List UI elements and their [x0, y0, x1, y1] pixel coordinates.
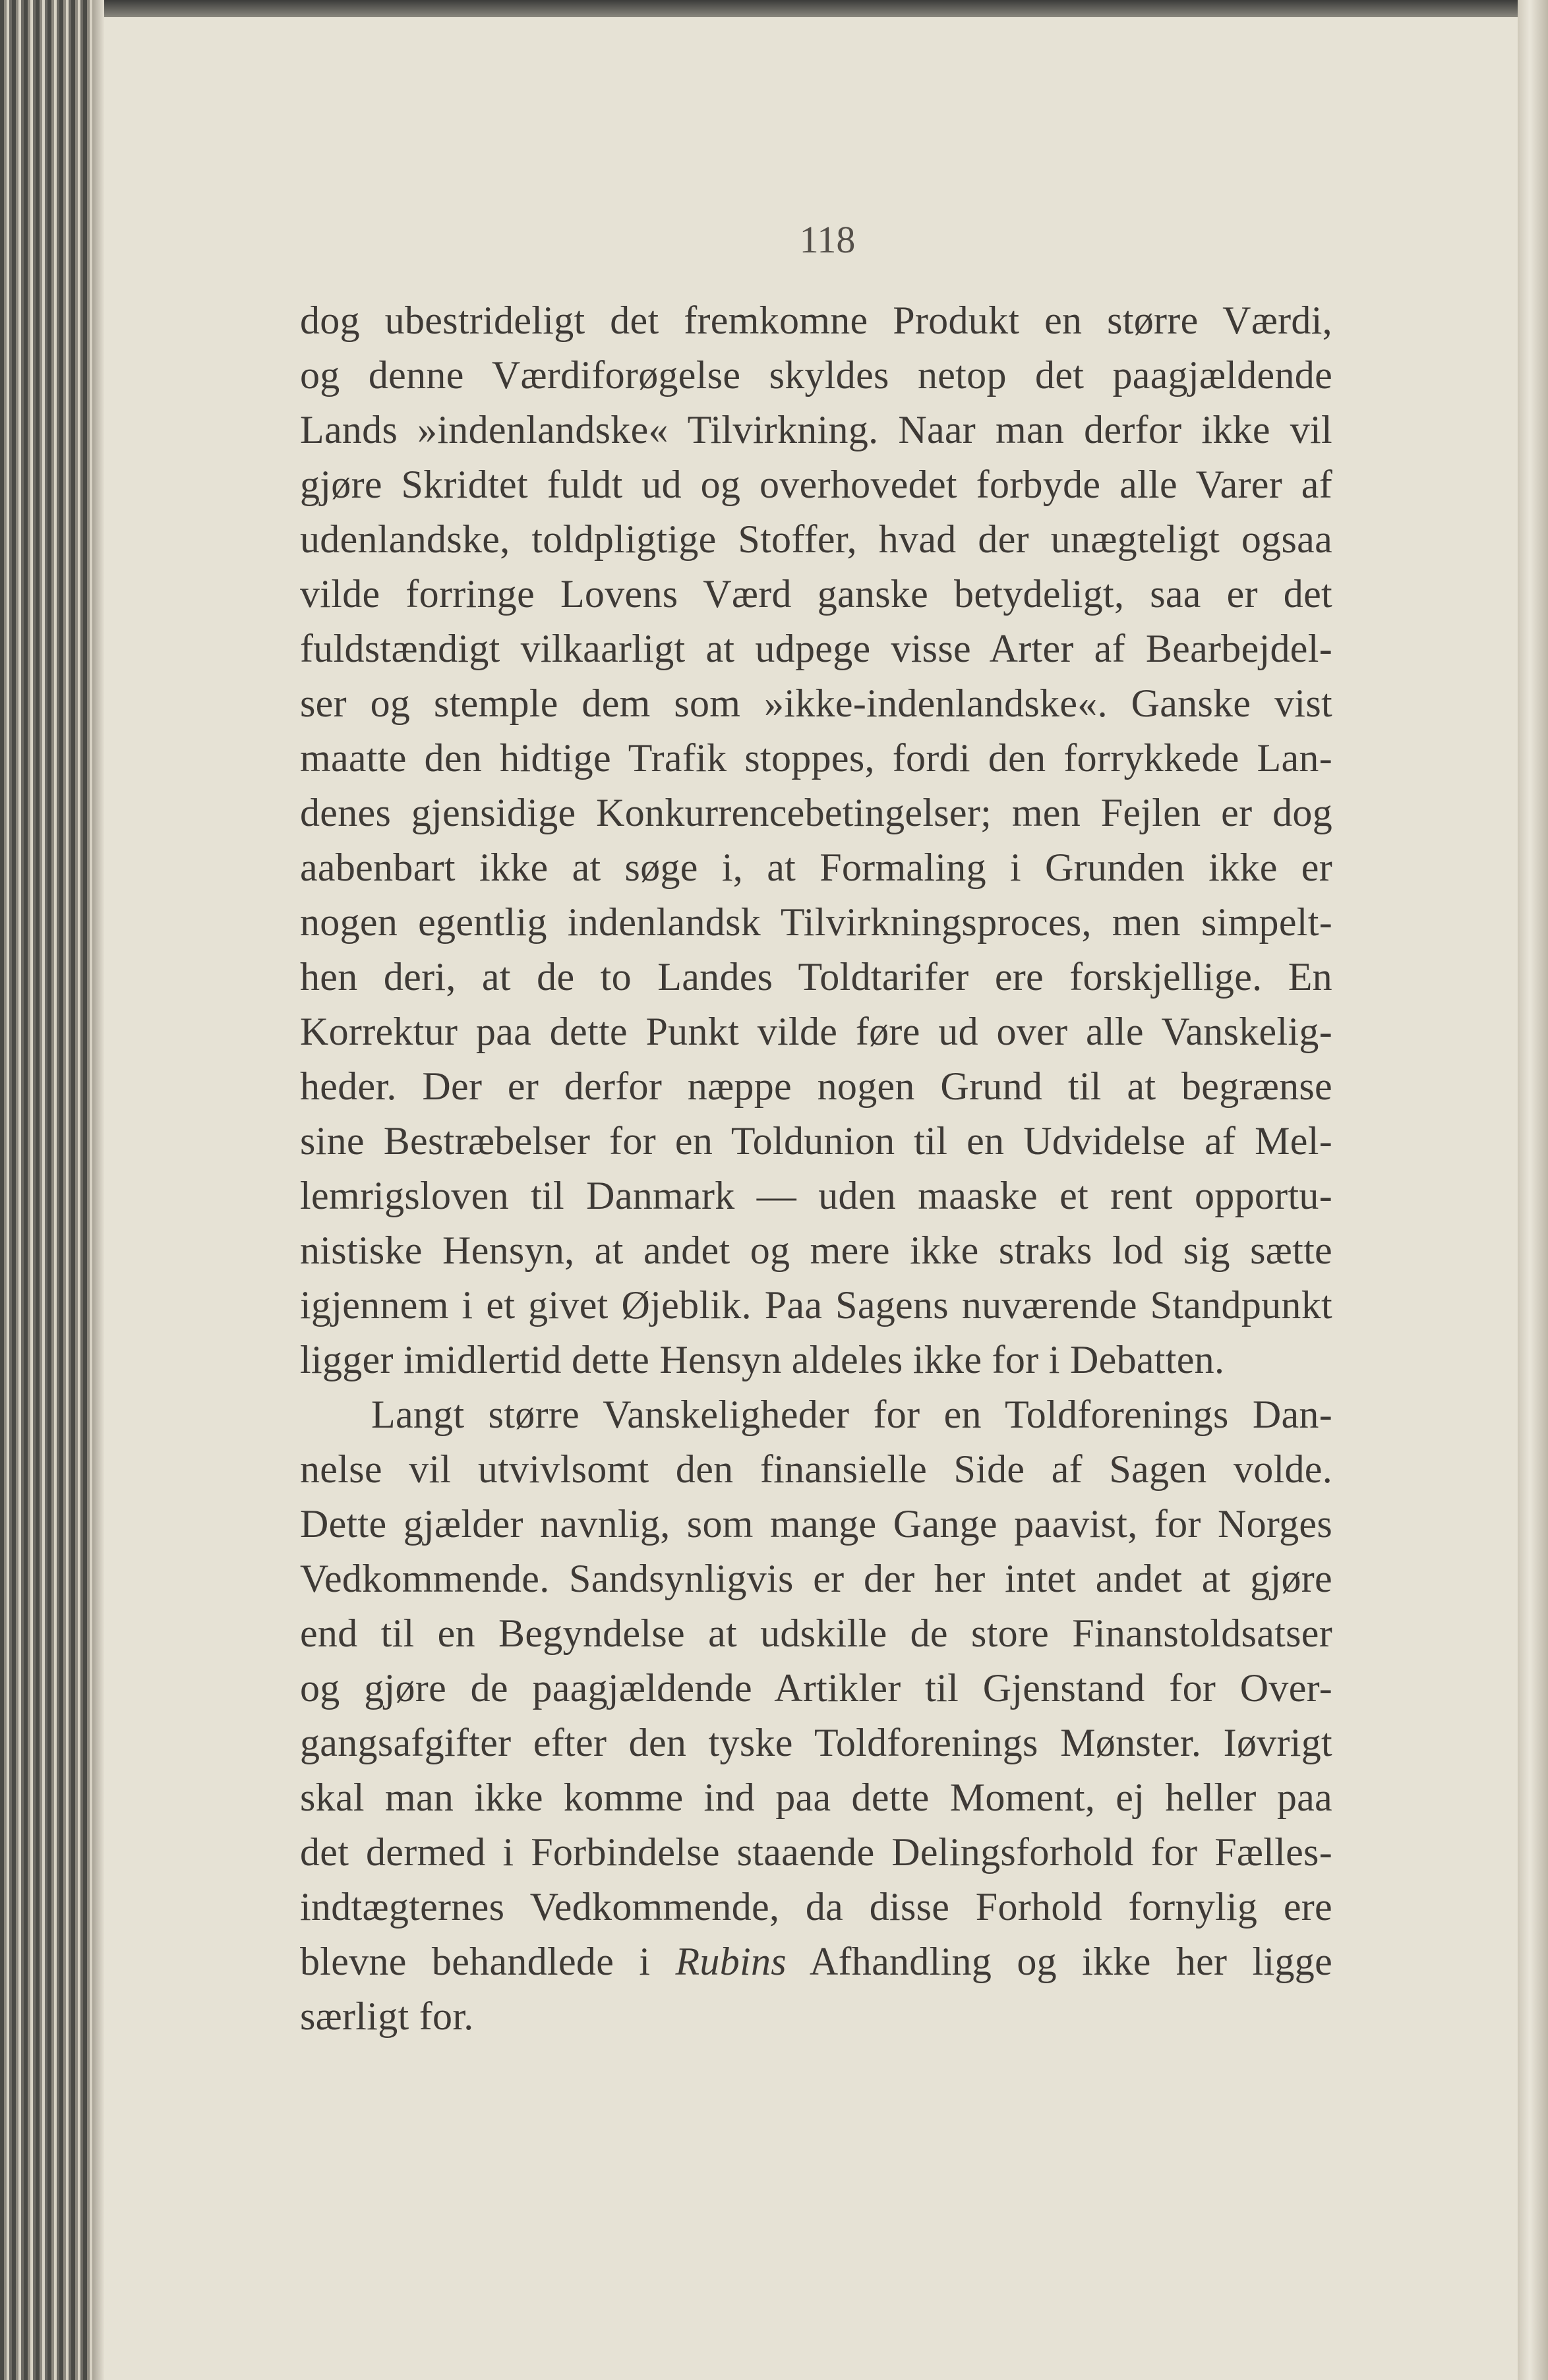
text-line: særligt for.: [300, 1994, 474, 2038]
book-spine-edge: [0, 0, 92, 2380]
text-line: denes gjensidige Konkurrencebetingelser; men Fejlen er dog: [300, 791, 1332, 834]
text-line: det dermed i Forbindelse staaende Delingsforhold for Fælles-: [300, 1830, 1332, 1874]
text-line: gangsafgifter efter den tyske Toldforenings Mønster. Iøvrigt: [300, 1721, 1332, 1764]
page-number: 118: [799, 218, 856, 261]
text-line: Korrektur paa dette Punkt vilde føre ud over alle Vanskelig-: [300, 1010, 1332, 1053]
text-line: Vedkommende. Sandsynligvis er der her intet andet at gjøre: [300, 1557, 1332, 1600]
text-line: end til en Begyndelse at udskille de store Finanstoldsatser: [300, 1611, 1332, 1655]
text-line: og gjøre de paagjældende Artikler til Gjenstand for Over-: [300, 1666, 1332, 1710]
text-line: lemrigsloven til Danmark — uden maaske et rent opportu-: [300, 1174, 1332, 1217]
text-line: skal man ikke komme ind paa dette Moment, ej heller paa: [300, 1776, 1332, 1819]
text-line: ligger imidlertid dette Hensyn aldeles ikke for i Debatten.: [300, 1338, 1225, 1381]
page-gutter-shadow: [92, 0, 104, 2380]
text-line: maatte den hidtige Trafik stoppes, fordi den forrykkede Lan-: [300, 736, 1332, 780]
text-span: blevne behandlede i: [300, 1940, 676, 1983]
text-line: heder. Der er derfor næppe nogen Grund til at begrænse: [300, 1064, 1332, 1108]
text-line: Dette gjælder navnlig, som mange Gange paavist, for Norges: [300, 1502, 1332, 1546]
text-line: Langt større Vanskeligheder for en Toldforenings Dan-: [371, 1393, 1332, 1436]
text-line: og denne Værdiforøgelse skyldes netop det paagjældende: [300, 353, 1332, 397]
text-line: fuldstændigt vilkaarligt at udpege visse Arter af Bearbejdel-: [300, 627, 1332, 670]
paragraph-1: [300, 293, 1332, 1387]
text-span: Afhandling og ikke her ligge: [786, 1940, 1332, 1983]
text-line: gjøre Skridtet fuldt ud og overhovedet forbyde alle Varer af: [300, 463, 1332, 506]
body-text: [300, 293, 1332, 2044]
text-line: vilde forringe Lovens Værd ganske betydeligt, saa er det: [300, 572, 1332, 616]
text-line: nistiske Hensyn, at andet og mere ikke straks lod sig sætte: [300, 1229, 1332, 1272]
page-right-edge: [1518, 0, 1548, 2380]
text-line: hen deri, at de to Landes Toldtarifer ere forskjellige. En: [300, 955, 1332, 999]
text-line: ser og stemple dem som »ikke-indenlandske«. Ganske vist: [300, 682, 1332, 725]
text-line: dog ubestrideligt det fremkomne Produkt en større Værdi,: [300, 299, 1332, 342]
text-line: igjennem i et givet Øjeblik. Paa Sagens nuværende Standpunkt: [300, 1283, 1332, 1327]
text-line: nelse vil utvivlsomt den finansielle Side af Sagen volde.: [300, 1447, 1332, 1491]
text-line: [300, 1934, 1332, 1989]
text-line: sine Bestræbelser for en Toldunion til en Udvidelse af Mel-: [300, 1119, 1332, 1163]
text-line: aabenbart ikke at søge i, at Formaling i Grunden ikke er: [300, 846, 1332, 889]
paragraph-2: [300, 1387, 1332, 2044]
text-line: Lands »indenlandske« Tilvirkning. Naar man derfor ikke vil: [300, 408, 1332, 451]
text-line: udenlandske, toldpligtige Stoffer, hvad der unægteligt ogsaa: [300, 517, 1332, 561]
scan-top-edge: [0, 0, 1548, 17]
text-line: nogen egentlig indenlandsk Tilvirkningsproces, men simpelt-: [300, 900, 1332, 944]
text-line: indtægternes Vedkommende, da disse Forhold fornylig ere: [300, 1885, 1332, 1929]
italic-author-name: Rubins: [675, 1940, 787, 1983]
